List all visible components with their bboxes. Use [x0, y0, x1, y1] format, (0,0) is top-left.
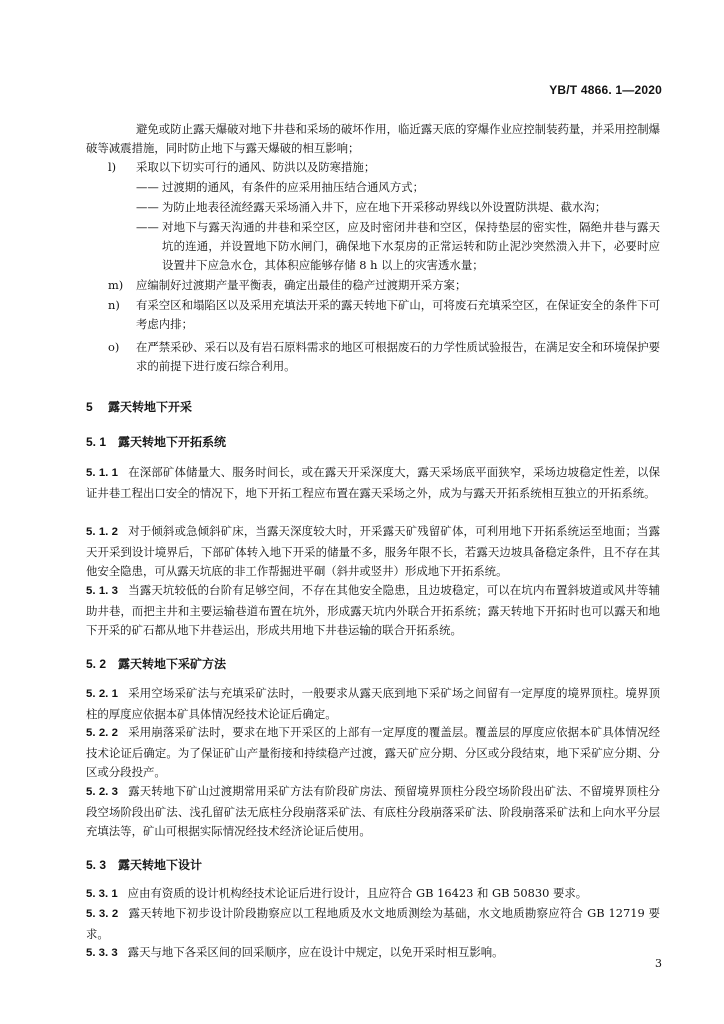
- subsection-heading: [86, 856, 202, 873]
- subsection-number: 5. 1: [86, 435, 107, 449]
- list-label: o): [108, 340, 120, 354]
- clause-5-2-3: [86, 782, 660, 842]
- clause-text: 采用空场采矿法与充填采矿法时，一般要求从露天底到地下采矿场之间留有一定厚度的境界顶柱。境界顶柱的厚度应依据本矿具体情况经技术论证后确定。: [86, 686, 660, 721]
- clause-5-3-2: [86, 904, 660, 944]
- dash-mark: ——: [136, 200, 159, 214]
- dash-item: [136, 178, 660, 197]
- clause-text: 应由有资质的设计机构经技术论证后进行设计，且应符合 GB 16423 和 GB 50830 要求。: [127, 886, 588, 900]
- clause-text: 采用崩落采矿法时，要求在地下开采区的上部有一定厚度的覆盖层。覆盖层的厚度应依据本矿具体情况经技术论证后确定。为了保证矿山产量衔接和持续稳产过渡，露天矿应分期、分区或分段结束，地下采矿应分期、分区或分段投产。: [86, 725, 660, 779]
- subsection-title: 露天转地下设计: [118, 858, 203, 872]
- clause-5-2-1: [86, 684, 660, 724]
- subsection-heading: [86, 433, 226, 450]
- dash-text: 对地下与露天沟通的井巷和采空区，应及时密闭井巷和空区，保持垫层的密实性，隔绝井巷与露天坑的连通，并设置地下防水闸门，确保地下水泵房的正常运转和防止泥沙突然溃入井下，必要时应设置井下应急水仓，其体积应能够存储 8 h 以上的灾害透水量；: [162, 220, 660, 272]
- clause-5-1-3: [86, 581, 660, 641]
- list-text: 应编制好过渡期产量平衡表，确定出最佳的稳产过渡期开采方案；: [136, 278, 467, 292]
- list-item-n: [86, 296, 660, 334]
- dash-item: [136, 198, 660, 217]
- intro-paragraph: [86, 120, 660, 158]
- section-number: 5: [86, 400, 93, 414]
- clause-5-1-1: [86, 463, 660, 503]
- list-text: 在严禁采砂、采石以及有岩石原料需求的地区可根据废石的力学性质试验报告，在满足安全和环境保护要求的前提下进行废石综合利用。: [136, 340, 660, 373]
- clause-number: 5. 2. 2: [86, 727, 119, 739]
- clause-text: 在深部矿体储量大、服务时间长，或在露天开采深度大，露天采场底平面狭窄，采场边坡稳定性差，以保证井巷工程出口安全的情况下，地下开拓工程应布置在露天采场之外，成为与露天开拓系统相互独立的开拓系统。: [86, 465, 660, 500]
- clause-number: 5. 2. 3: [86, 786, 119, 798]
- clause-5-3-3: [86, 943, 660, 964]
- subsection-title: 露天转地下开拓系统: [118, 435, 227, 449]
- clause-text: 露天转地下初步设计阶段勘察应以工程地质及水文地质测绘为基础，水文地质勘察应符合 GB 12719 要求。: [86, 906, 660, 941]
- list-text: 有采空区和塌陷区以及采用充填法开采的露天转地下矿山，可将废石充填采空区，在保证安全的条件下可考虑内排；: [136, 298, 660, 331]
- standard-number: YB/T 4866. 1—2020: [549, 83, 662, 97]
- clause-number: 5. 3. 2: [86, 908, 119, 920]
- subsection-title: 露天转地下采矿方法: [118, 657, 227, 671]
- list-label: l): [108, 160, 117, 174]
- clause-number: 5. 3. 3: [86, 947, 118, 959]
- intro-text: 避免或防止露天爆破对地下井巷和采场的破坏作用，临近露天底的穿爆作业应控制装药量，并采用控制爆破等减震措施，同时防止地下与露天爆破的相互影响；: [86, 122, 660, 155]
- clause-text: 对于倾斜或急倾斜矿床，当露天深度较大时，开采露天矿残留矿体，可利用地下开拓系统运至地面；当露天开采到设计境界后，下部矿体转入地下开采的储量不多，服务年限不长，若露天边坡具备稳定条件，且不存在其他安全隐患，可从露天坑底的非工作帮掘进平硐（斜井或竖井）形成地下开拓系统。: [86, 524, 660, 578]
- dash-item: [136, 218, 660, 275]
- subsection-number: 5. 2: [86, 657, 107, 671]
- list-label: m): [108, 278, 124, 292]
- clause-5-3-1: [86, 884, 660, 905]
- list-item-m: [86, 276, 660, 295]
- page-number: 3: [655, 957, 662, 970]
- clause-text: 当露天坑较低的台阶有足够空间，不存在其他安全隐患，且边坡稳定，可以在坑内布置斜坡道或风井等辅助井巷，而把主井和主要运输巷道布置在坑外，形成露天坑内外联合开拓系统；露天转地下开拓时也可以露天和地下开采的矿石都从地下井巷运出，形成共用地下井巷运输的联合开拓系统。: [86, 583, 660, 637]
- subsection-number: 5. 3: [86, 858, 107, 872]
- section-heading: [86, 398, 192, 415]
- list-item-o: [86, 338, 660, 376]
- clause-text: 露天与地下各采区间的回采顺序，应在设计中规定，以免开采时相互影响。: [127, 945, 504, 959]
- subsection-heading: [86, 655, 226, 672]
- clause-number: 5. 1. 1: [86, 467, 119, 479]
- dash-mark: ——: [136, 220, 159, 234]
- clause-5-2-2: [86, 723, 660, 783]
- list-text: 采取以下切实可行的通风、防洪以及防寒措施；: [136, 160, 376, 174]
- clause-number: 5. 2. 1: [86, 688, 119, 700]
- clause-number: 5. 1. 3: [86, 585, 119, 597]
- list-item-l: [86, 158, 660, 177]
- dash-text: 为防止地表径流经露天采场涌入井下，应在地下开采移动界线以外设置防洪堤、截水沟；: [162, 200, 607, 214]
- dash-mark: ——: [136, 180, 159, 194]
- clause-number: 5. 3. 1: [86, 888, 118, 900]
- clause-number: 5. 1. 2: [86, 526, 119, 538]
- clause-text: 露天转地下矿山过渡期常用采矿方法有阶段矿房法、预留境界顶柱分段空场阶段出矿法、不留境界顶柱分段空场阶段出矿法、浅孔留矿法无底柱分段崩落采矿法、有底柱分段崩落采矿法、阶段崩落采矿法和上向水平分层充填法等，矿山可根据实际情况经技术经济论证后使用。: [86, 784, 660, 838]
- section-title: 露天转地下开采: [108, 400, 193, 414]
- clause-5-1-2: [86, 522, 660, 582]
- list-label: n): [108, 298, 120, 312]
- dash-text: 过渡期的通风，有条件的应采用抽压结合通风方式；: [162, 180, 424, 194]
